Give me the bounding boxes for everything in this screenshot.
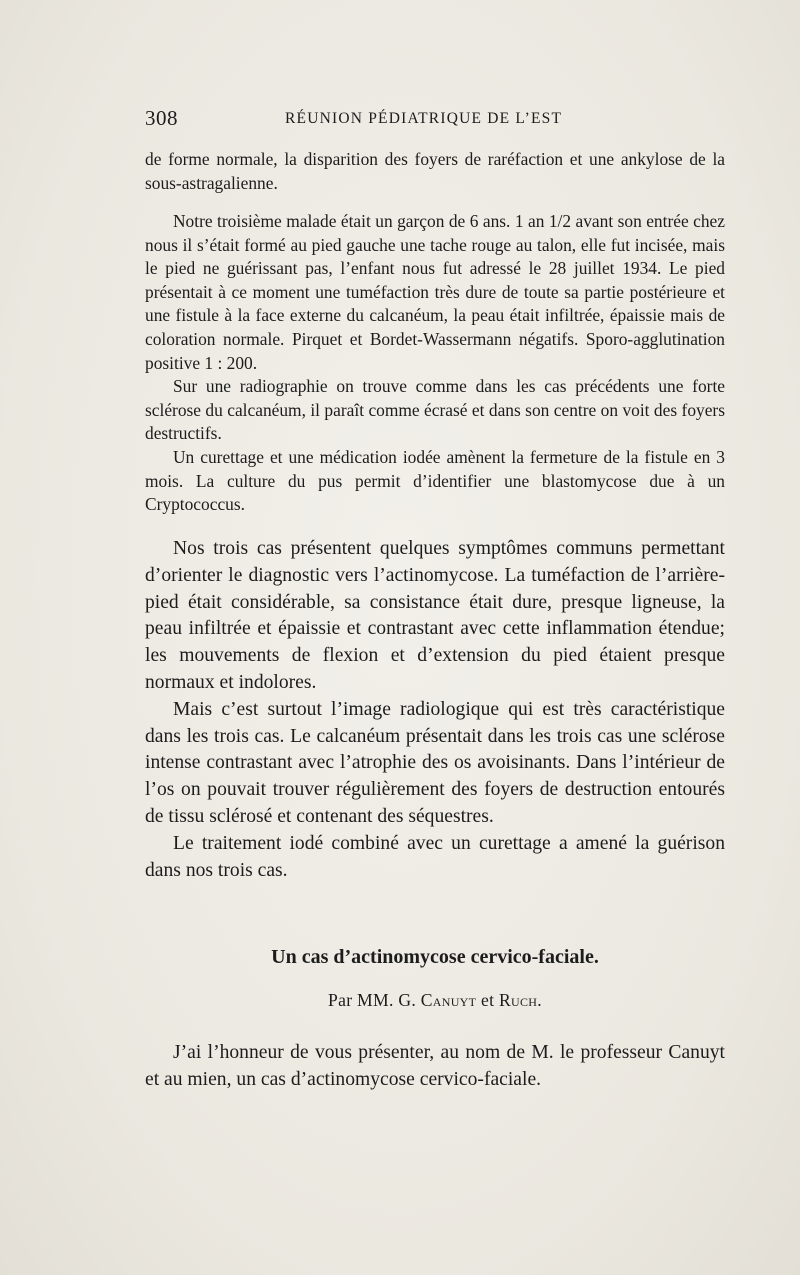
continuation-block xyxy=(145,148,725,195)
running-head: RÉUNION PÉDIATRIQUE DE L’EST xyxy=(285,110,563,127)
paragraph-radiological-image: Mais c’est surtout l’image radiologique qui est très caractéristique dans les trois cas. Le calcanéum présentait dans les trois cas une sclérose intense contrastant avec l’atrophie des os avoisinants. Dans l’intérieur de l’os on pouvait trouver régulièrement des foyers de destruction entourés de tissu sclérosé et contenant des séquestres. xyxy=(145,698,725,827)
author-ruch: Ruch. xyxy=(499,990,542,1010)
paragraph-treatment: Un curettage et une médication iodée amènent la fermeture de la fistule en 3 mois. La culture du pus permit d’identifier une blastomycose due à un Cryptococcus. xyxy=(145,446,725,515)
article-title: Un cas d’actinomycose cervico-faciale. xyxy=(271,946,599,968)
paragraph-iodine-treatment: Le traitement iodé combiné avec un curettage a amené la guérison dans nos trois cas. xyxy=(145,832,725,881)
paragraph-third-patient: Notre troisième malade était un garçon de 6 ans. 1 an 1/2 avant son entrée chez nous il s’était formé au pied gauche une tache rouge au talon, elle fut incisée, mais le pied ne guérissant pas, l’enfant nous fut adressé le 28 juillet 1934. Le pied présentait à ce moment une tuméfaction très dure de toute sa partie postérieure et une fistule à la face externe du calcanéum, la peau était infiltrée, épaissie mais de coloration normale. Pirquet et Bordet-Wassermann négatifs. Sporo-agglutination positive 1 : 200. xyxy=(145,211,725,373)
third-case-block xyxy=(145,210,725,517)
paragraph-introduction: J’ai l’honneur de vous présenter, au nom de M. le professeur Canuyt et au mien, un cas d’actinomycose cervico-faciale. xyxy=(145,1042,725,1090)
article-authors xyxy=(145,990,725,1011)
page-number: 308 xyxy=(145,106,178,130)
paragraph-common-symptoms: Nos trois cas présentent quelques symptômes communs permettant d’orienter le diagnostic vers l’actinomycose. La tuméfaction de l’arrière-pied était considérable, sa consistance était dure, presque ligneuse, la peau infiltrée et épaissie et contrastant avec cette inflammation étendue; les mouvements de flexion et d’extension du pied étaient presque normaux et indolores. xyxy=(145,538,725,693)
author-canuyt: Canuyt xyxy=(420,990,477,1010)
article-body xyxy=(145,1040,725,1094)
paragraph-continuation: de forme normale, la disparition des foyers de raréfaction et une ankylose de la sous-astragalienne. xyxy=(145,149,725,193)
authors-conjunction: et xyxy=(480,990,495,1010)
paragraph-radiography: Sur une radiographie on trouve comme dans les cas précédents une forte sclérose du calcanéum, il paraît comme écrasé et dans son centre on voit des foyers destructifs. xyxy=(145,376,725,444)
discussion-block xyxy=(145,536,725,884)
page-header xyxy=(145,106,730,134)
authors-prefix: Par MM. G. xyxy=(328,990,417,1010)
